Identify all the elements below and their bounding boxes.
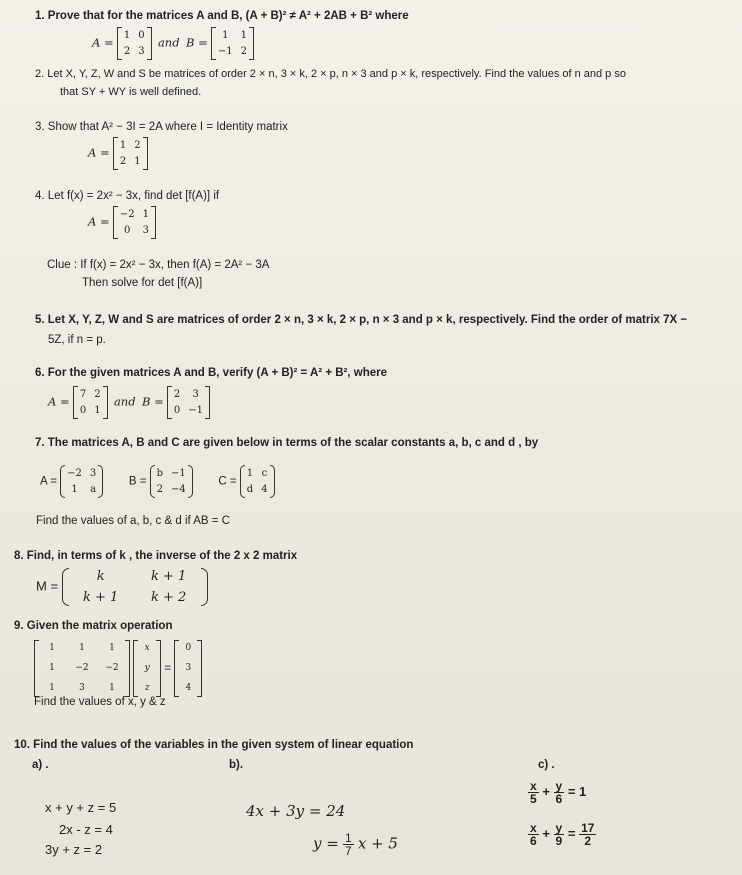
question-4-text: 4. Let f(x) = 2x² − 3x, find det [f(A)] if bbox=[35, 190, 220, 202]
variable-vector: x y z bbox=[133, 640, 161, 697]
matrix-b: 2 3 0 −1 bbox=[167, 386, 210, 419]
part-a-eq-1: x + y + z = 5 bbox=[45, 800, 117, 815]
coefficient-matrix: 1 1 1 1 −2 −2 1 3 1 bbox=[34, 640, 130, 697]
part-c-label: c) . bbox=[538, 759, 555, 771]
question-4-clue: Clue : If f(x) = 2x² − 3x, then f(A) = 2A² − 3A bbox=[47, 259, 270, 271]
matrix-b-label: B = bbox=[141, 394, 164, 409]
result-vector: 0 3 4 bbox=[174, 640, 202, 697]
question-9-equation bbox=[34, 640, 202, 697]
fraction-one-seventh: $\frac{1}{7}$ bbox=[344, 831, 352, 858]
question-1-text: 1. Prove that for the matrices A and B, (A + B)² ≠ A² + 2AB + B² where bbox=[35, 10, 409, 22]
part-a-label: a) . bbox=[32, 759, 49, 771]
question-9-find: Find the values of x, y & z bbox=[34, 696, 166, 708]
question-5-line-2: 5Z, if n = p. bbox=[48, 334, 106, 346]
matrix-a: −2 3 1 a bbox=[60, 465, 103, 498]
matrix-b: 1 1 −1 2 bbox=[211, 27, 254, 60]
question-4-clue-line-2: Then solve for det [f(A)] bbox=[82, 277, 203, 289]
part-c-eq-1: $\frac{x}{5}$ + $\frac{y}{6}$ = 1 bbox=[530, 779, 587, 806]
matrix-a-label: A = bbox=[40, 475, 57, 488]
part-a-eq-2: 2x - z = 4 bbox=[59, 822, 113, 837]
question-6-matrices bbox=[48, 386, 210, 419]
part-b-eq-1: 4x + 3y = 24 bbox=[246, 802, 346, 820]
matrix-a-label: A = bbox=[92, 35, 114, 50]
part-b-eq-2: y = $\frac{1}{7}$ x + 5 bbox=[313, 831, 398, 858]
matrix-a: 1 2 2 1 bbox=[113, 137, 148, 170]
question-2-line-1: 2. Let X, Y, Z, W and S be matrices of order 2 × n, 3 × k, 2 × p, n × 3 and p × k, respectively. Find the values of n and p so bbox=[35, 68, 626, 80]
part-c-eq-2: $\frac{x}{6}$ + $\frac{y}{9}$ = $\frac{17}{2}$ bbox=[530, 821, 595, 848]
and-label: and bbox=[157, 35, 180, 50]
and-label: and bbox=[113, 394, 136, 409]
question-3-matrix bbox=[88, 137, 148, 170]
part-b-label: b). bbox=[229, 759, 244, 771]
question-1-matrices bbox=[92, 27, 254, 60]
part-a-eq-3: 3y + z = 2 bbox=[45, 842, 103, 857]
matrix-b-label: B = bbox=[128, 475, 147, 488]
question-8-matrix bbox=[36, 568, 208, 606]
matrix-b: b −1 2 −4 bbox=[150, 465, 193, 498]
question-3-text: 3. Show that A² − 3I = 2A where I = Identity matrix bbox=[35, 121, 288, 133]
matrix-a: −2 1 0 3 bbox=[113, 206, 156, 239]
matrix-m-label: M = bbox=[36, 578, 59, 594]
question-7-matrices bbox=[40, 465, 275, 498]
question-9-text: 9. Given the matrix operation bbox=[14, 620, 173, 632]
question-10-text: 10. Find the values of the variables in the given system of linear equation bbox=[14, 739, 414, 751]
question-5-line-1: 5. Let X, Y, Z, W and S are matrices of order 2 × n, 3 × k, 2 × p, n × 3 and p × k, respectively. Find the order of matrix 7X − bbox=[35, 314, 688, 326]
matrix-c-label: C = bbox=[218, 475, 237, 488]
matrix-a-label: A = bbox=[48, 394, 70, 409]
equals-sign: = bbox=[164, 662, 172, 675]
question-8-text: 8. Find, in terms of k , the inverse of the 2 x 2 matrix bbox=[14, 550, 298, 562]
question-7-find: Find the values of a, b, c & d if AB = C bbox=[36, 515, 231, 527]
question-2-line-2: that SY + WY is well defined. bbox=[60, 86, 202, 98]
matrix-a-label: A = bbox=[88, 214, 110, 229]
question-4-matrix bbox=[88, 206, 156, 239]
matrix-m: k k + 1 k + 1 k + 2 bbox=[62, 568, 208, 606]
matrix-a: 1 0 2 3 bbox=[117, 27, 152, 60]
question-6-text: 6. For the given matrices A and B, verify (A + B)² = A² + B², where bbox=[35, 367, 388, 379]
matrix-b-label: B = bbox=[185, 35, 208, 50]
matrix-c: 1 c d 4 bbox=[240, 465, 275, 498]
matrix-a: 7 2 0 1 bbox=[73, 386, 108, 419]
question-7-text: 7. The matrices A, B and C are given below in terms of the scalar constants a, b, c and d , by bbox=[35, 437, 539, 449]
matrix-a-label: A = bbox=[88, 145, 110, 160]
